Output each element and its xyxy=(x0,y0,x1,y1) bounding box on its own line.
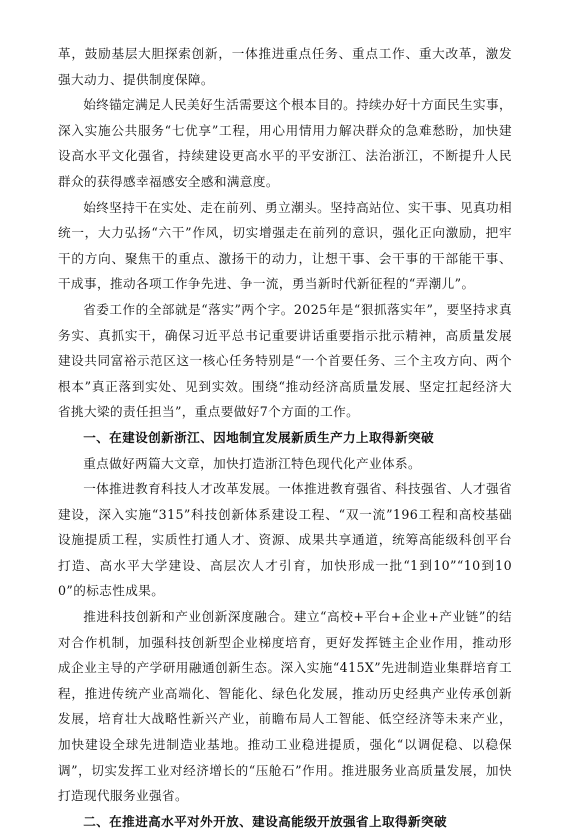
section-heading-2: 二、在推进高水平对外开放、建设高能级开放强省上取得新突破 xyxy=(83,813,448,829)
paragraph-reform-continuation: 革，鼓励基层大胆探索创新，一体推进重点任务、重点工作、重大改革，激发强大动力、提供制度保障。 xyxy=(58,46,512,87)
paragraph-work-style: 始终坚持干在实处、走在前列、勇立潮头。坚持高站位、实干事、见真功相统一，大力弘扬“六干”作风，切实增强走在前列的意识，强化正向激励，把牢干的方向、聚焦干的重点、激扬干的动力，让想干事、会干事的干部能干事、干成事，推动各项工作争先进、争一流，勇当新时代新征程的“弄潮儿”。 xyxy=(58,199,512,292)
paragraph-innovation-integration: 推进科技创新和产业创新深度融合。建立“高校+平台+企业+产业链”的结对合作机制，加强科技创新型企业梯度培育，更好发挥链主企业作用，推动形成企业主导的产学研用融通创新生态。深入实施“415X”先进制造业集群培育工程，推进传统产业高端化、智能化、绿色化发展，推动历史经典产业传承创新发展，培育壮大战略性新兴产业，前瞻布局人工智能、低空经济等未来产业，加快建设全球先进制造业基地。推动工业稳进提质，强化“以调促稳、以稳保调”，切实发挥工业对经济增长的“压舱石”作用。推进服务业高质量发展，加快打造现代服务业强省。 xyxy=(58,609,512,804)
section-heading-1: 一、在建设创新浙江、因地制宜发展新质生产力上取得新突破 xyxy=(83,429,435,445)
paragraph-focus: 重点做好两篇大文章，加快打造浙江特色现代化产业体系。 xyxy=(83,455,422,471)
paragraph-implementation: 省委工作的全部就是“落实”两个字。2025年是“狠抓落实年”，要坚持求真务实、真抓实干，确保习近平总书记重要讲话重要指示批示精神，高质量发展建设共同富裕示范区这一核心任务特别是“一个首要任务、三个主攻方向、两个根本”真正落到实处、见到实效。围绕“推动经济高质量发展、坚定扛起经济大省挑大梁的责任担当”，重点要做好7个方面的工作。 xyxy=(58,301,512,420)
paragraph-livelihood: 始终锚定满足人民美好生活需要这个根本目的。持续办好十方面民生实事，深入实施公共服务“七优享”工程，用心用情用力解决群众的急难愁盼，加快建设高水平文化强省，持续建设更高水平的平安浙江、法治浙江，不断提升人民群众的获得感幸福感安全感和满意度。 xyxy=(58,97,512,189)
paragraph-education-science-talent: 一体推进教育科技人才改革发展。一体推进教育强省、科技强省、人才强省建设，深入实施“315”科技创新体系建设工程、“双一流”196工程和高校基础设施提质工程，实质性打通人才、资源、成果共享通道，统筹高能级科创平台打造、高水平大学建设、高层次人才引育，加快形成一批“1到10”“10到100”的标志性成果。 xyxy=(58,481,512,599)
